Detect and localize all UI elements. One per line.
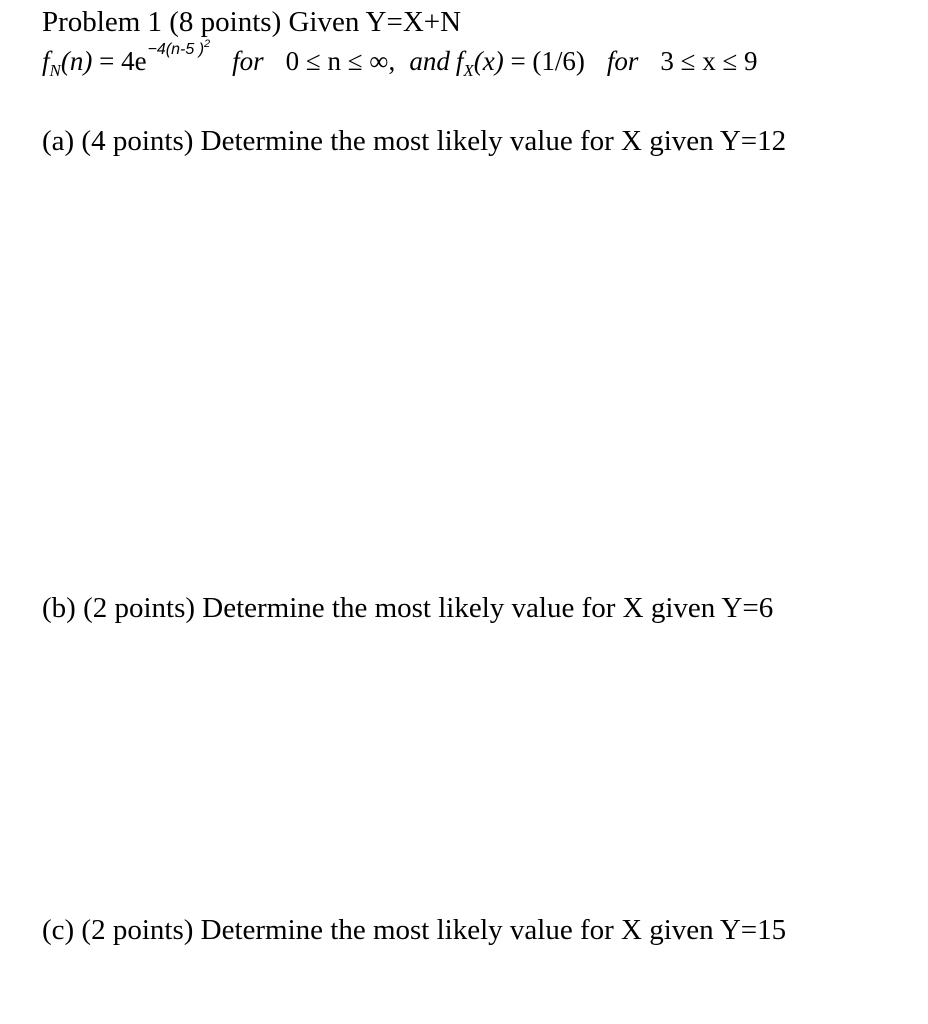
given-formula <box>42 38 758 80</box>
fn-exponent-power: 2 <box>204 38 211 50</box>
fx-equals-value: = (1/6) <box>503 46 585 76</box>
fn-equals-coefficient: = 4e <box>92 46 147 76</box>
range-x: 3 ≤ x ≤ 9 <box>660 46 758 76</box>
fx-argument: (x) <box>473 46 504 76</box>
for-label-1: for <box>232 46 264 76</box>
and-label: and <box>409 46 450 76</box>
part-a-question: (a) (4 points) Determine the most likely value for X given Y=12 <box>42 125 787 157</box>
fx-f-symbol: f <box>455 46 464 76</box>
part-b-question: (b) (2 points) Determine the most likely value for X given Y=6 <box>42 592 774 624</box>
fn-argument: (n) <box>60 46 93 76</box>
fn-f-symbol: f <box>42 46 50 76</box>
range-n: 0 ≤ n ≤ ∞, <box>285 46 396 76</box>
problem-title: Problem 1 (8 points) Given Y=X+N <box>42 6 462 38</box>
fn-exponent-text: −4(n-5 ) <box>147 41 205 58</box>
part-c-question: (c) (2 points) Determine the most likely value for X given Y=15 <box>42 914 787 946</box>
for-label-2: for <box>606 46 639 76</box>
fx-subscript: X <box>463 61 474 80</box>
fn-subscript: N <box>49 61 61 80</box>
fn-exponent <box>147 38 211 58</box>
